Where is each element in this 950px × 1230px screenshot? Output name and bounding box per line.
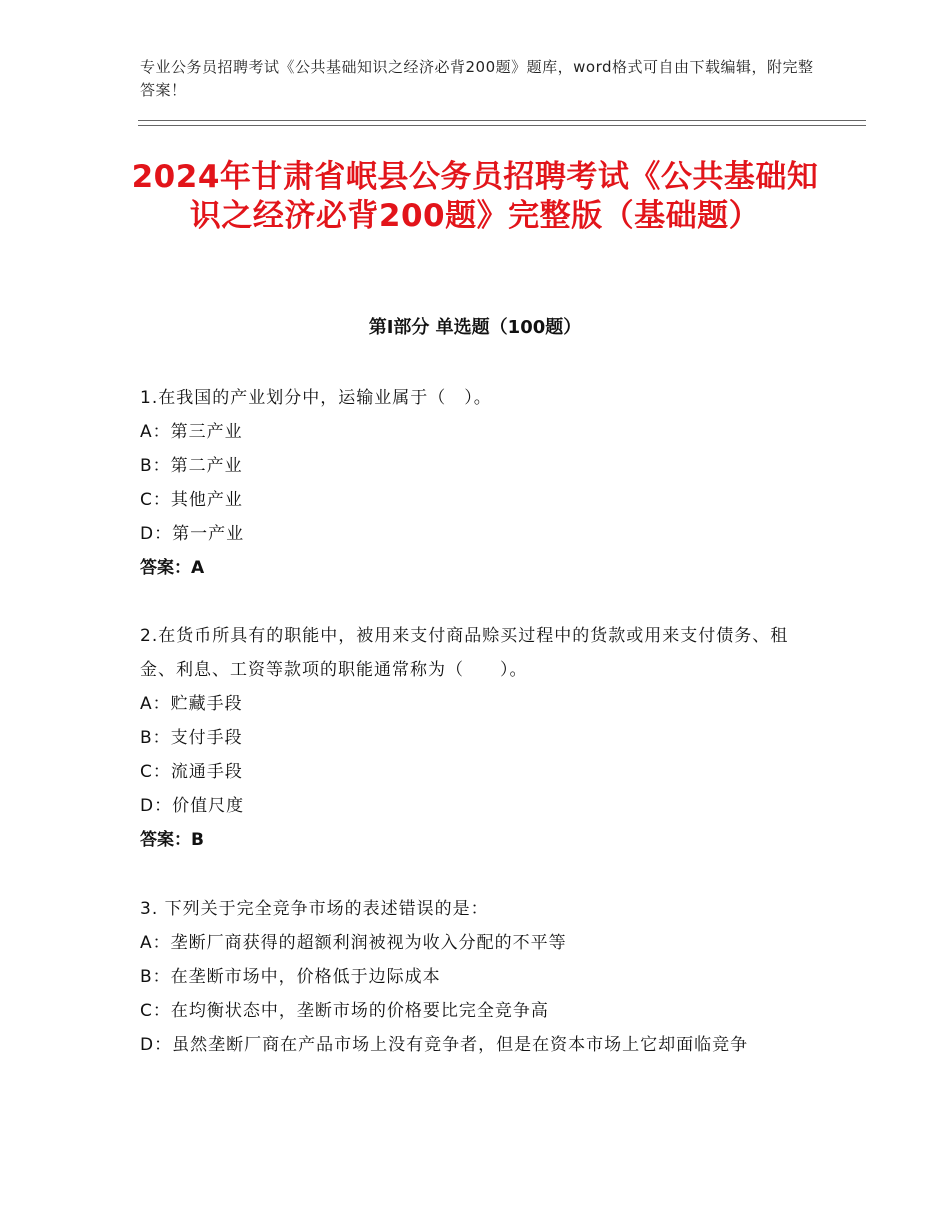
option-d: D：第一产业 [140, 524, 245, 544]
answer: 答案：A [140, 558, 205, 578]
option-a: A：贮藏手段 [140, 694, 243, 714]
option-c: C：在均衡状态中，垄断市场的价格要比完全竞争高 [140, 1001, 549, 1021]
option-b: B：第二产业 [140, 456, 243, 476]
option-d: D：虽然垄断厂商在产品市场上没有竞争者，但是在资本市场上它却面临竞争 [140, 1035, 749, 1055]
option-b: B：支付手段 [140, 728, 243, 748]
question-stem: 1.在我国的产业划分中，运输业属于（ ）。 [140, 388, 492, 408]
option-c: C：流通手段 [140, 762, 243, 782]
header-divider [138, 120, 866, 126]
question-stem: 3. 下列关于完全竞争市场的表述错误的是： [140, 899, 489, 919]
header-note: 专业公务员招聘考试《公共基础知识之经济必背200题》题库，word格式可自由下载编辑，附完整答案！ [140, 58, 814, 99]
section-heading: 第Ⅰ部分 单选题（100题） [368, 317, 582, 338]
question-3 [140, 892, 820, 1062]
option-a: A：垄断厂商获得的超额利润被视为收入分配的不平等 [140, 933, 567, 953]
option-b: B：在垄断市场中，价格低于边际成本 [140, 967, 441, 987]
answer: 答案：B [140, 830, 204, 850]
option-d: D：价值尺度 [140, 796, 245, 816]
question-stem: 2.在货币所具有的职能中，被用来支付商品赊买过程中的货款或用来支付债务、租金、利息、工资等款项的职能通常称为（ ）。 [140, 626, 789, 680]
document-title: 2024年甘肃省岷县公务员招聘考试《公共基础知识之经济必背200题》完整版（基础题） [131, 159, 819, 234]
question-1 [140, 381, 820, 585]
option-a: A：第三产业 [140, 422, 243, 442]
option-c: C：其他产业 [140, 490, 243, 510]
question-2 [140, 619, 820, 857]
